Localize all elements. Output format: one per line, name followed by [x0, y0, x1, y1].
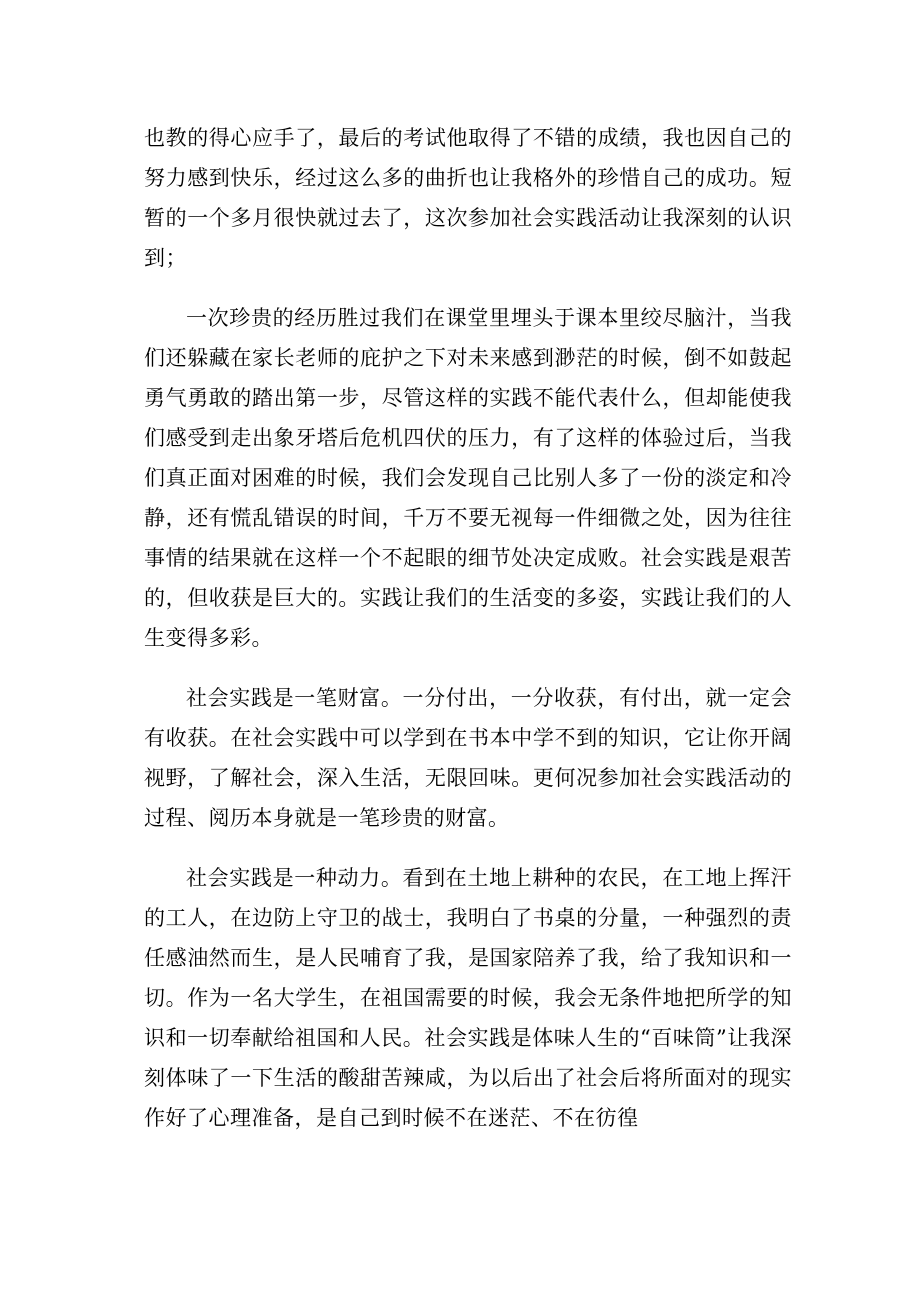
paragraph-motivation: 社会实践是一种动力。看到在土地上耕种的农民，在工地上挥汗的工人，在边防上守卫的战士，我明白了书桌的分量，一种强烈的责任感油然而生，是人民哺育了我，是国家陪养了我，给了我知识和一切。作为一名大学生，在祖国需要的时候，我会无条件地把所学的知识和一切奉献给祖国和人民。社会实践是体味人生的“百味筒”让我深刻体味了一下生活的酸甜苦辣咸，为以后出了社会后将所面对的现实作好了心理准备，是自己到时候不在迷茫、不在彷徨 — [144, 866, 792, 1130]
paragraph-experience: 一次珍贵的经历胜过我们在课堂里埋头于课本里绞尽脑汁，当我们还躲藏在家长老师的庇护之下对未来感到渺茫的时候，倒不如鼓起勇气勇敢的踏出第一步，尽管这样的实践不能代表什么，但却能使我们感受到走出象牙塔后危机四伏的压力，有了这样的体验过后，当我们真正面对困难的时候，我们会发现自己比别人多了一份的淡定和冷静，还有慌乱错误的时间，千万不要无视每一件细微之处，因为往往事情的结果就在这样一个不起眼的细节处决定成败。社会实践是艰苦的，但收获是巨大的。实践让我们的生活变的多姿，实践让我们的人生变得多彩。 — [144, 306, 792, 650]
paragraph-wealth: 社会实践是一笔财富。一分付出，一分收获，有付出，就一定会有收获。在社会实践中可以学到在书本中学不到的知识，它让你开阔视野，了解社会，深入生活，无限回味。更何况参加社会实践活动的过程、阅历本身就是一笔珍贵的财富。 — [144, 686, 792, 830]
paragraph-continuation: 也教的得心应手了，最后的考试他取得了不错的成绩，我也因自己的努力感到快乐，经过这么多的曲折也让我格外的珍惜自己的成功。短暂的一个多月很快就过去了，这次参加社会实践活动让我深刻的认识到； — [144, 126, 792, 270]
document-page — [144, 118, 792, 1158]
